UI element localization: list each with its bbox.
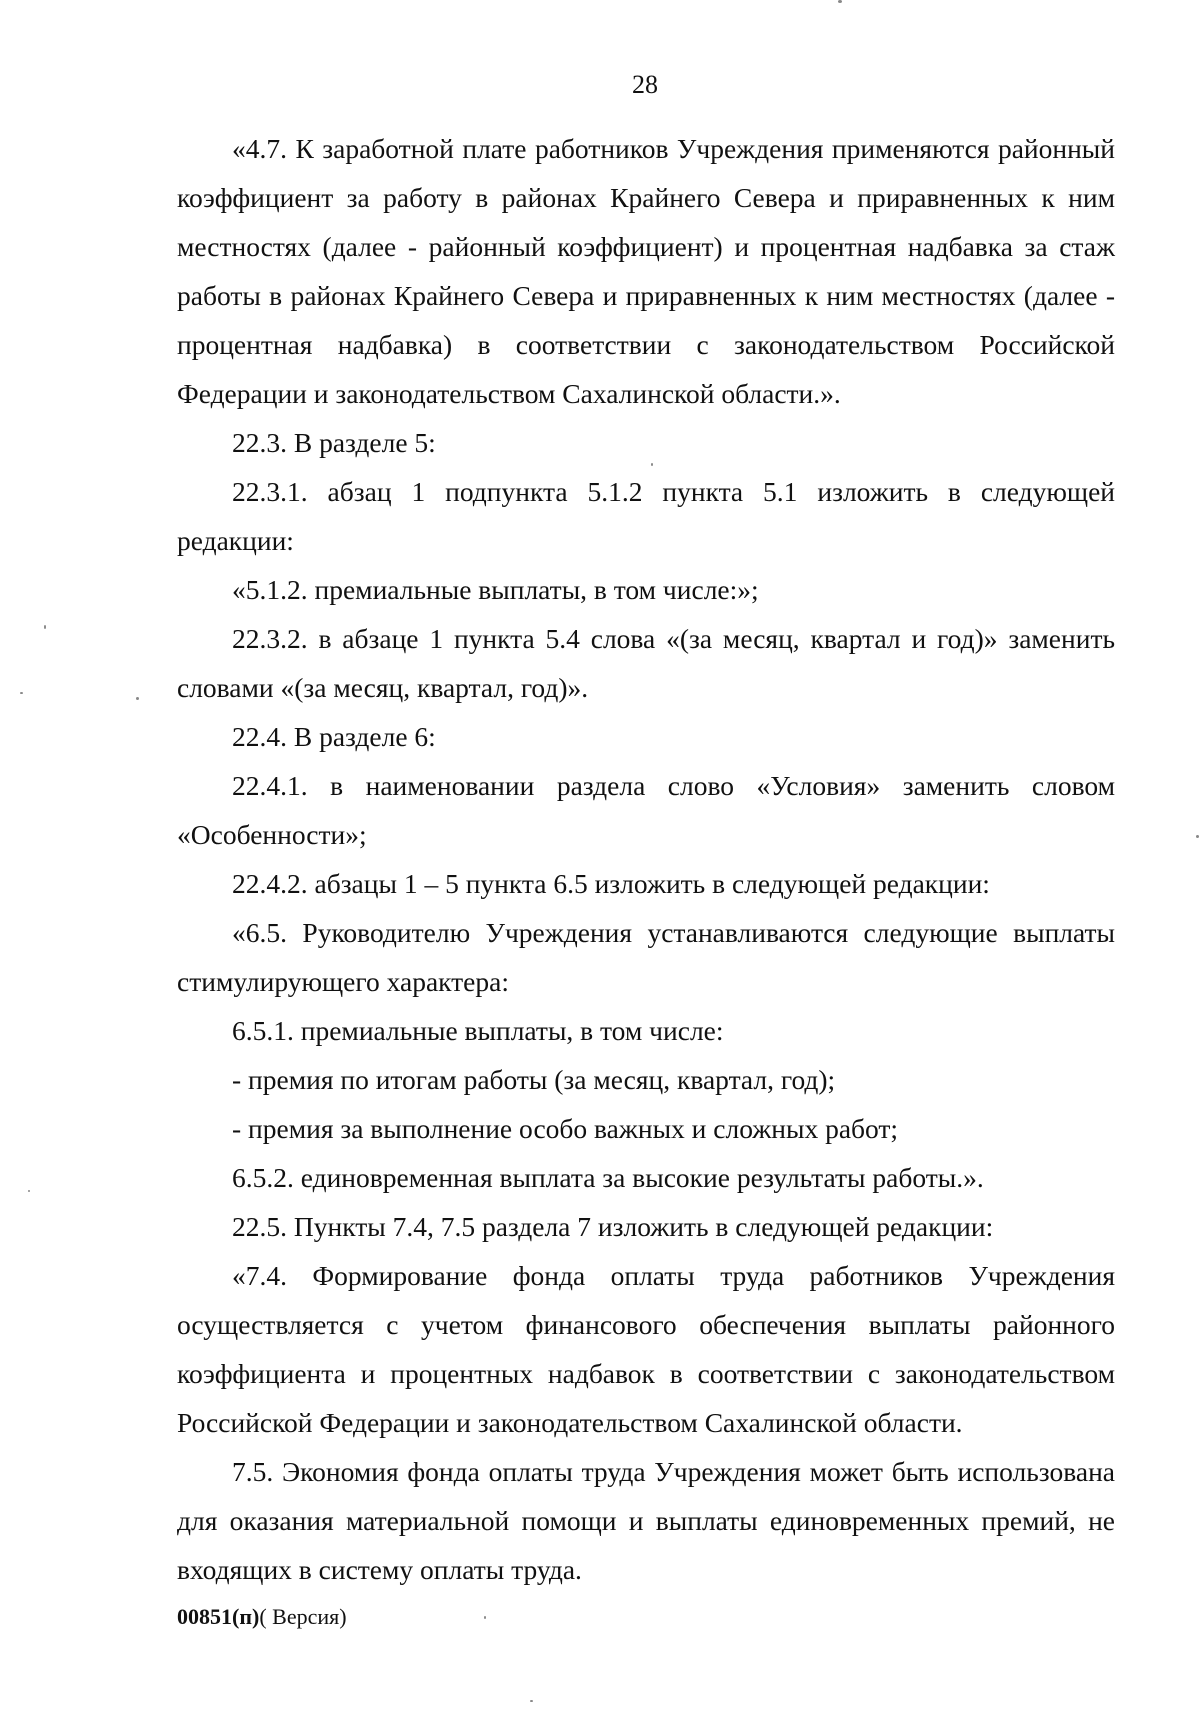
document-code: 00851(п): [177, 1604, 260, 1629]
scan-speck: [530, 1700, 533, 1702]
paragraph-22-3-1: 22.3.1. абзац 1 подпункта 5.1.2 пункта 5.1 изложить в следующей редакции:: [177, 476, 1115, 556]
document-footer: [177, 1604, 347, 1630]
list-item-bonus-important-work: - премия за выполнение особо важных и сложных работ;: [232, 1113, 899, 1144]
scan-speck: [136, 697, 139, 700]
paragraph-4-7: «4.7. К заработной плате работников Учреждения применяются районный коэффициент за работу в районах Крайнего Севера и приравненных к ним местностях (далее - районный коэффициент) и процентная надбавка за стаж работы в районах Крайнего Севера и приравненных к ним местностях (далее - процентная надбавка) в соответствии с законодательством Российской Федерации и законодательством Сахалинской области.».: [177, 133, 1115, 409]
paragraph-22-4-1: 22.4.1. в наименовании раздела слово «Условия» заменить словом «Особенности»;: [177, 770, 1115, 850]
document-body: [177, 124, 1115, 1594]
paragraph-22-4: 22.4. В разделе 6:: [232, 721, 436, 752]
paragraph-7-4: «7.4. Формирование фонда оплаты труда работников Учреждения осуществляется с учетом финансового обеспечения выплаты районного коэффициента и процентных надбавок в соответствии с законодательством Российской Федерации и законодательством Сахалинской области.: [177, 1260, 1115, 1438]
scan-speck: [1196, 835, 1199, 838]
paragraph-6-5-2: 6.5.2. единовременная выплата за высокие результаты работы.».: [232, 1162, 984, 1193]
paragraph-6-5: «6.5. Руководителю Учреждения устанавливаются следующие выплаты стимулирующего характера:: [177, 917, 1115, 997]
document-version: ( Версия): [259, 1604, 347, 1629]
paragraph-22-4-2: 22.4.2. абзацы 1 – 5 пункта 6.5 изложить в следующей редакции:: [232, 868, 990, 899]
scan-speck: [20, 692, 23, 694]
paragraph-22-3-2: 22.3.2. в абзаце 1 пункта 5.4 слова «(за месяц, квартал и год)» заменить словами «(за месяц, квартал, год)».: [177, 623, 1115, 703]
paragraph-6-5-1: 6.5.1. премиальные выплаты, в том числе:: [232, 1015, 724, 1046]
list-item-bonus-period: - премия по итогам работы (за месяц, квартал, год);: [232, 1064, 836, 1095]
scan-speck: [838, 0, 842, 3]
scan-speck: [651, 463, 653, 466]
paragraph-5-1-2: «5.1.2. премиальные выплаты, в том числе:»;: [232, 574, 759, 605]
paragraph-7-5: 7.5. Экономия фонда оплаты труда Учреждения может быть использована для оказания материальной помощи и выплаты единовременных премий, не входящих в систему оплаты труда.: [177, 1456, 1115, 1585]
scan-speck: [28, 1190, 30, 1192]
paragraph-22-5: 22.5. Пункты 7.4, 7.5 раздела 7 изложить в следующей редакции:: [232, 1211, 994, 1242]
paragraph-22-3: 22.3. В разделе 5:: [232, 427, 436, 458]
page-number: 28: [632, 70, 658, 99]
scan-speck: [44, 625, 46, 629]
scan-speck: [484, 1616, 486, 1619]
